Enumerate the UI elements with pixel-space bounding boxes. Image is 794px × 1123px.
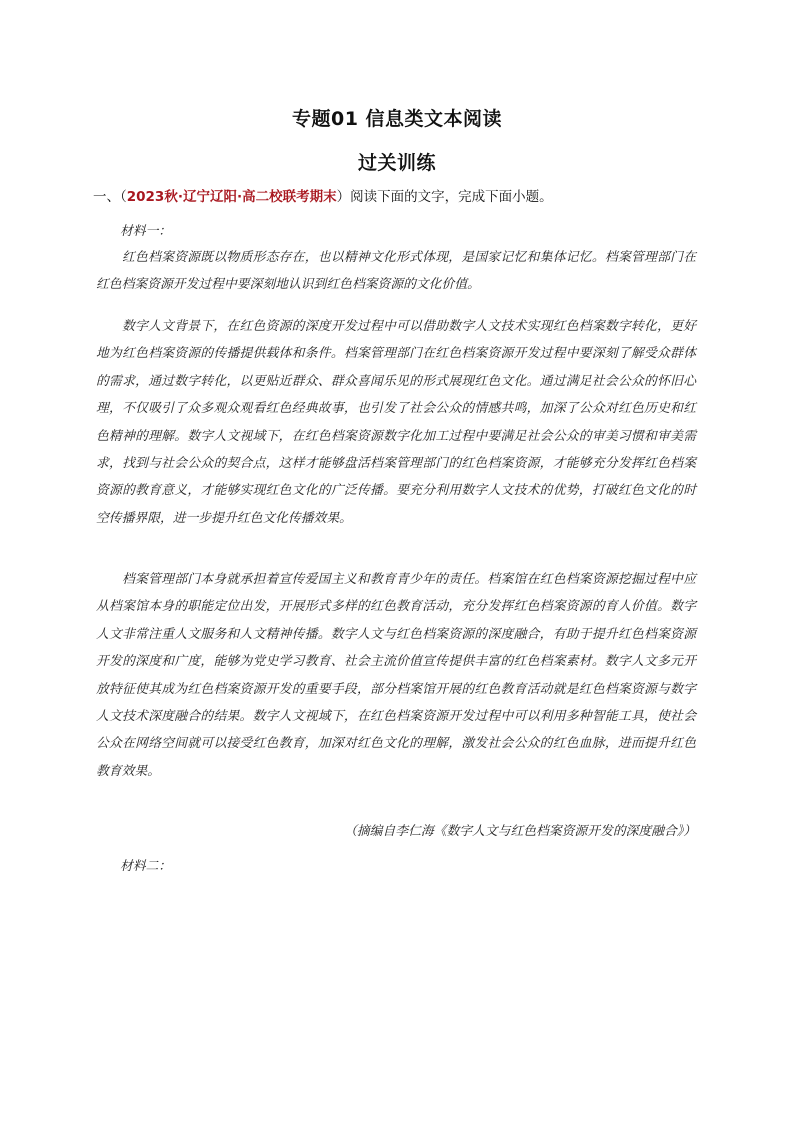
material-one-paragraph-2: 数字人文背景下，在红色资源的深度开发过程中可以借助数字人文技术实现红色档案数字转化，更好地为红色档案资源的传播提供载体和条件。档案管理部门在红色档案资源开发过程中要深刻了解受众群体的需求，通过数字转化，以更贴近群众、群众喜闻乐见的形式展现红色文化。通过满足社会公众的怀旧心理，不仅吸引了众多观众观看红色经典故事，也引发了社会公众的情感共鸣，加深了公众对红色历史和红色精神的理解。数字人文视域下，在红色档案资源数字化加工过程中要满足社会公众的审美习惯和审美需求，找到与社会公众的契合点，这样才能够盘活档案管理部门的红色档案资源，才能够充分发挥红色档案资源的教育意义，才能够实现红色文化的广泛传播。要充分利用数字人文技术的优势，打破红色文化的时空传播界限，进一步提升红色文化传播效果。 [96,319,696,526]
material-one-paragraph-3: 档案管理部门本身就承担着宣传爱国主义和教育青少年的责任。档案馆在红色档案资源挖掘过程中应从档案馆本身的职能定位出发，开展形式多样的红色教育活动，充分发挥红色档案资源的育人价值。数字人文非常注重人文服务和人文精神传播。数字人文与红色档案资源的深度融合，有助于提升红色档案资源开发的深度和广度，能够为党史学习教育、社会主流价值宣传提供丰富的红色档案素材。数字人文多元开放特征使其成为红色档案资源开发的重要手段，部分档案馆开展的红色教育活动就是红色档案资源与数字人文技术深度融合的结果。数字人文视域下，在红色档案资源开发过程中可以利用多种智能工具，使社会公众在网络空间就可以接受红色教育，加深对红色文化的理解，激发社会公众的红色血脉，进而提升红色教育效果。 [96,572,696,779]
page-title: 专题01 信息类文本阅读 [291,108,503,130]
question-heading [93,185,733,205]
question-instruction: ）阅读下面的文字，完成下面小题。 [336,189,553,205]
material-one-label: 材料一： [120,224,172,239]
material-one-paragraph-1: 红色档案资源既以物质形态存在，也以精神文化形式体现，是国家记忆和集体记忆。档案管理部门在红色档案资源开发过程中要深刻地认识到红色档案资源的文化价值。 [96,250,696,293]
page-subtitle: 过关训练 [357,152,436,174]
question-prefix: 一、（ [93,189,127,205]
material-one-citation: （摘编自李仁海《数字人文与红色档案资源开发的深度融合》） [344,824,696,839]
question-source: 2023秋·辽宁辽阳·高二校联考期末 [126,189,337,205]
material-two-label: 材料二： [120,859,172,874]
